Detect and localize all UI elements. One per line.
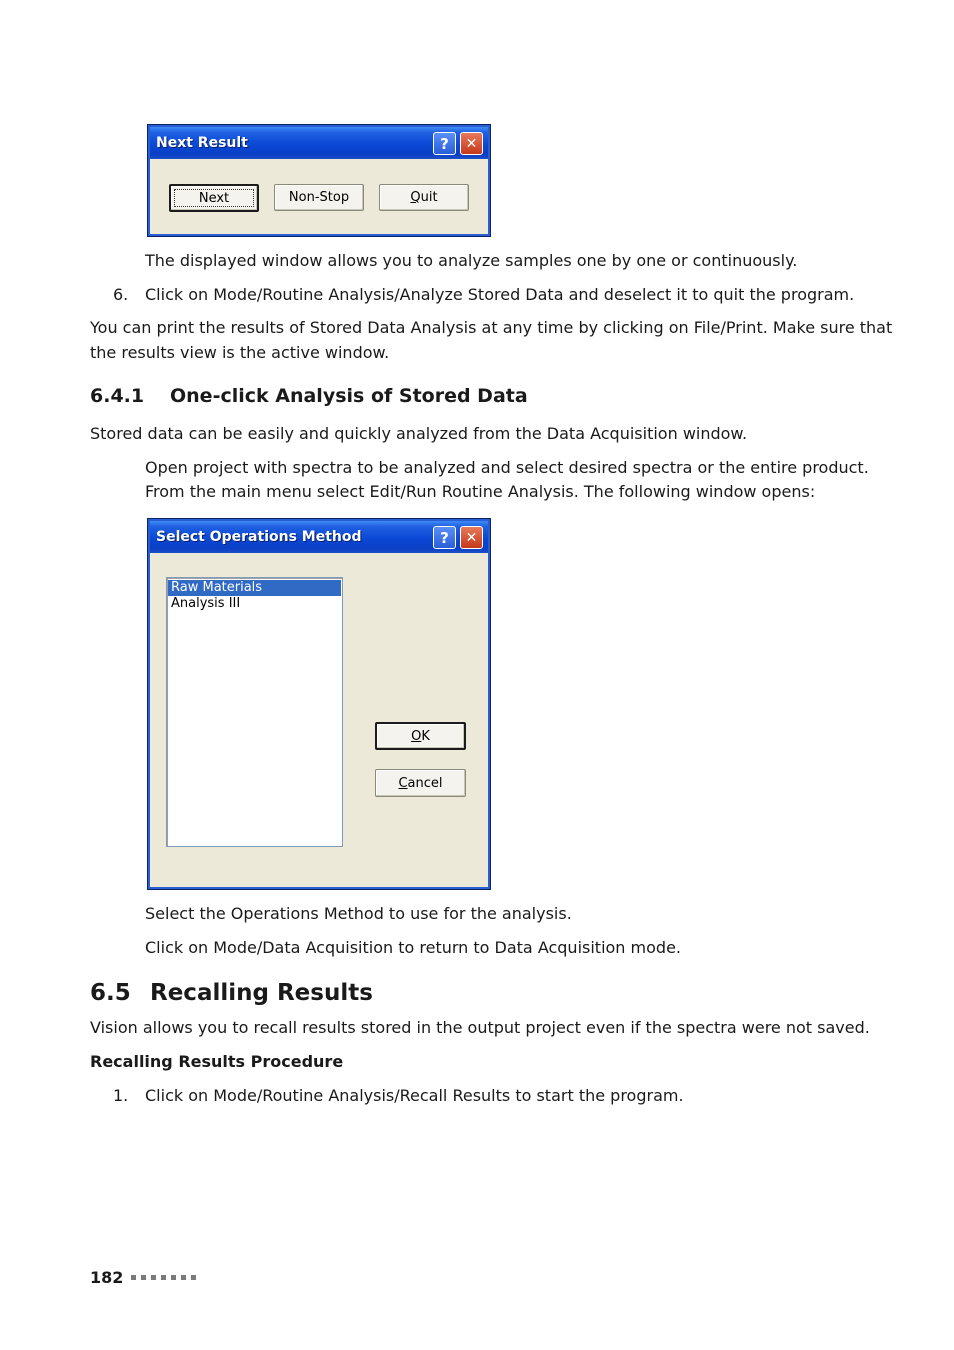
select-method-instruction: Select the Operations Method to use for the analysis. [145,904,572,923]
print-paragraph-line-1: You can print the results of Stored Data Analysis at any time by clicking on File/Print. Make sure that [90,318,893,337]
select-method-body [151,553,487,886]
select-operations-method-dialog [147,518,491,890]
next-result-dialog [147,124,491,237]
footer-dot [191,1275,196,1280]
footer-dot [181,1275,186,1280]
next-result-body [151,159,487,233]
page-number: 182 [90,1268,124,1287]
operations-method-list[interactable] [166,577,343,847]
section-641-instruction-line-2: From the main menu select Edit/Run Routine Analysis. The following window opens: [145,482,816,501]
quit-access-key: Q [410,190,421,205]
close-icon[interactable]: ✕ [460,526,483,549]
list-item-analysis-iii[interactable]: Analysis III [171,596,241,611]
cancel-label-rest: ancel [407,775,443,791]
footer-dot [161,1275,166,1280]
close-icon[interactable]: ✕ [460,132,483,155]
nonstop-button[interactable]: Non-Stop [274,184,364,211]
select-method-titlebar[interactable] [150,521,488,553]
print-paragraph-line-2: the results view is the active window. [90,343,390,362]
cancel-button[interactable] [375,769,466,797]
ok-access-key: O [411,728,422,744]
next-result-titlebar[interactable] [150,127,488,159]
help-icon[interactable]: ? [433,132,456,155]
ok-label-rest: K [421,728,430,744]
footer-dot [131,1275,136,1280]
footer-dot [141,1275,146,1280]
return-instruction: Click on Mode/Data Acquisition to return to Data Acquisition mode. [145,938,681,957]
quit-button[interactable] [379,184,469,211]
footer-dot [171,1275,176,1280]
step-6-number: 6. [113,285,129,304]
footer-dot [151,1275,156,1280]
quit-label-rest: uit [420,190,438,205]
help-icon[interactable]: ? [433,526,456,549]
window-description: The displayed window allows you to analyze samples one by one or continuously. [145,251,798,270]
select-method-title: Select Operations Method [156,529,362,545]
procedure-heading: Recalling Results Procedure [90,1052,344,1071]
cancel-access-key: C [398,775,408,791]
section-641-title: One-click Analysis of Stored Data [170,385,528,407]
section-641-instruction-line-1: Open project with spectra to be analyzed and select desired spectra or the entire product. [145,458,869,477]
section-641-number: 6.4.1 [90,385,145,407]
section-641-intro: Stored data can be easily and quickly analyzed from the Data Acquisition window. [90,424,748,443]
step-1-number: 1. [113,1086,129,1105]
step-1-text: Click on Mode/Routine Analysis/Recall Results to start the program. [145,1086,684,1105]
ok-button[interactable] [375,722,466,750]
section-65-title: Recalling Results [150,980,373,1006]
section-65-number: 6.5 [90,980,131,1006]
next-result-title: Next Result [156,135,248,151]
list-item-raw-materials[interactable]: Raw Materials [168,580,341,596]
step-6-text: Click on Mode/Routine Analysis/Analyze Stored Data and deselect it to quit the program. [145,285,855,304]
section-65-intro: Vision allows you to recall results stored in the output project even if the spectra were not saved. [90,1018,870,1037]
next-button[interactable]: Next [169,184,259,212]
page-footer [90,1268,201,1287]
